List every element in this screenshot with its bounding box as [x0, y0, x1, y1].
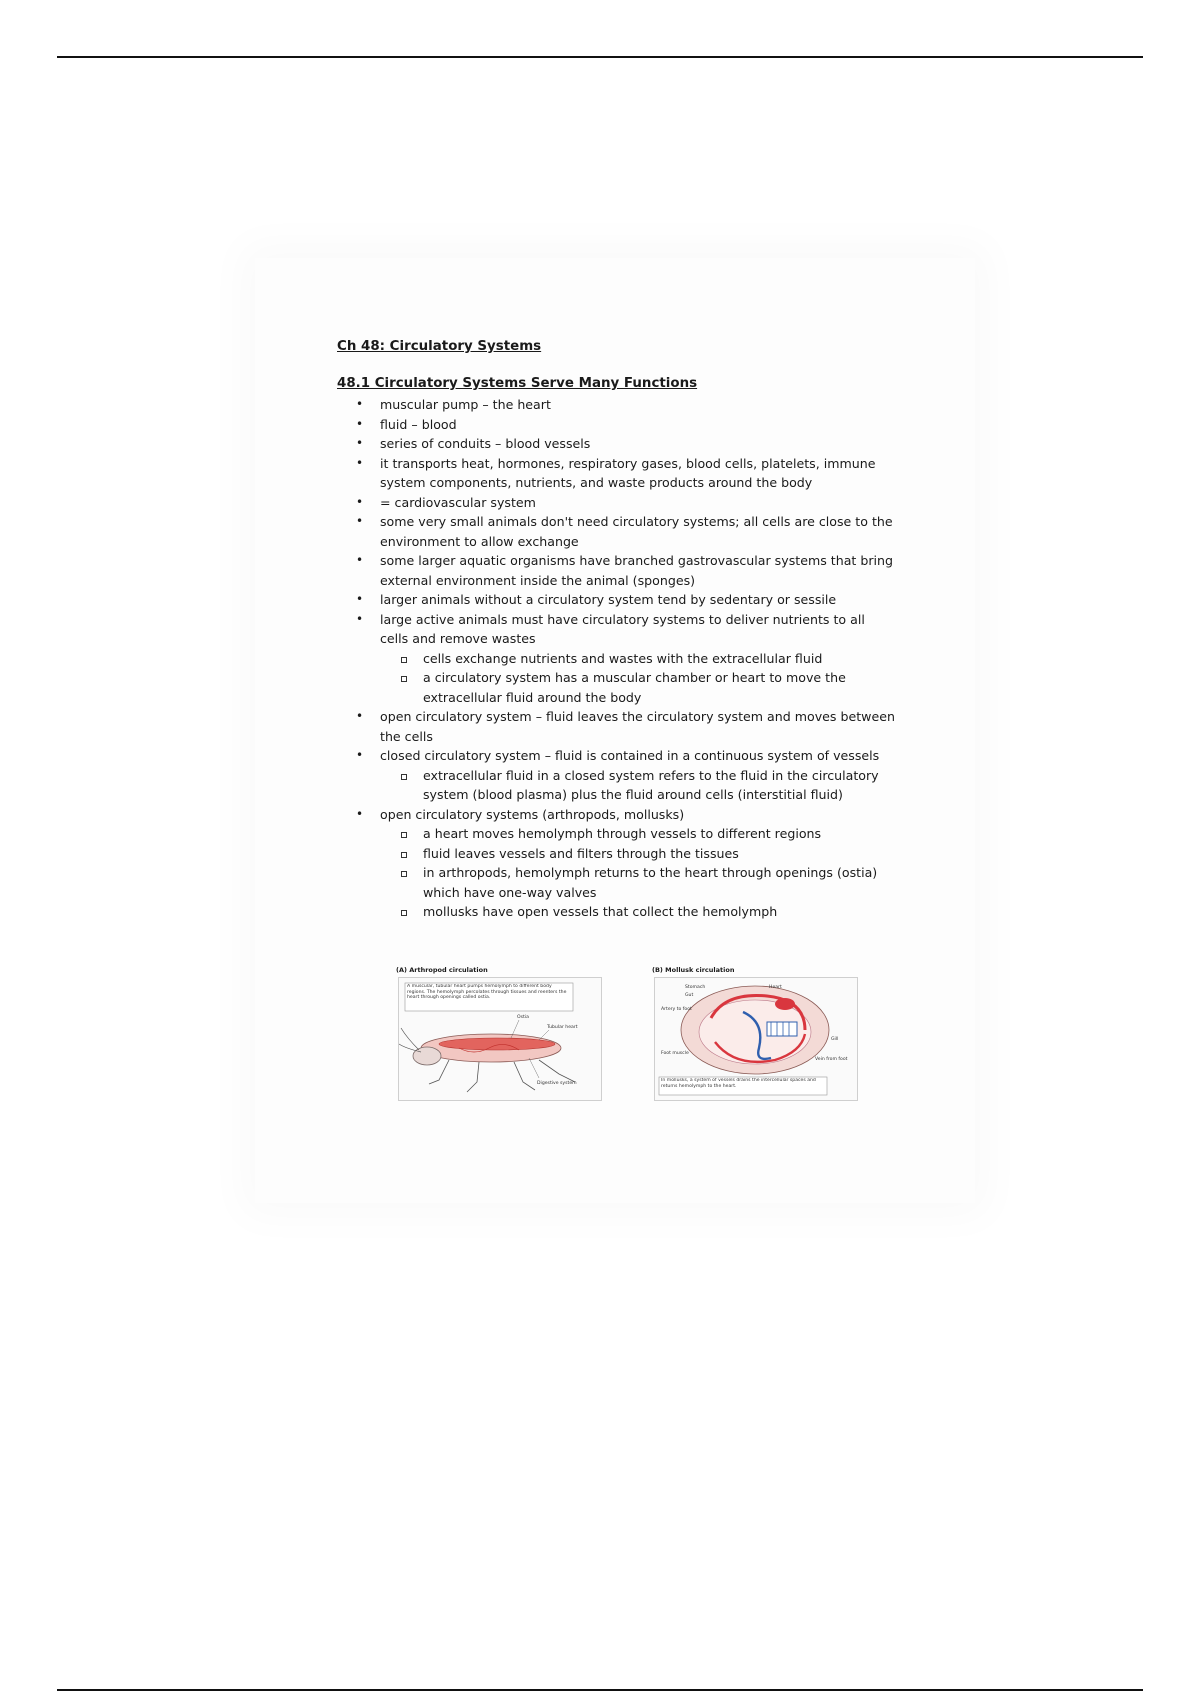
insect-head	[413, 1047, 441, 1065]
sub-bullet-list	[380, 649, 897, 708]
leg-2	[467, 1062, 479, 1092]
bullet-text: open circulatory system – fluid leaves the circulatory system and moves between the cells	[380, 709, 895, 744]
header-rule	[57, 56, 1143, 58]
sub-bullet-item: in arthropods, hemolymph returns to the heart through openings (ostia) which have one-way valves	[380, 863, 897, 902]
arthropod-figure	[394, 966, 601, 1100]
bullet-text: fluid – blood	[380, 416, 457, 432]
sub-bullet-item: a circulatory system has a muscular chamber or heart to move the extracellular fluid around the body	[380, 668, 897, 707]
label-foot-muscle: Foot muscle	[661, 1051, 689, 1056]
bullet-item	[337, 746, 897, 805]
label-artery-to-foot: Artery to foot	[661, 1007, 692, 1012]
gill	[767, 1022, 797, 1036]
bullet-item	[337, 415, 897, 435]
sub-bullet-list	[380, 766, 897, 805]
bullet-text: some larger aquatic organisms have branched gastrovascular systems that bring external environment inside the animal (sponges)	[380, 553, 893, 588]
bullet-item	[337, 610, 897, 708]
label-vein-from-foot: Vein from foot	[815, 1057, 848, 1062]
sub-bullet-list	[380, 824, 897, 922]
bullet-item	[337, 493, 897, 513]
mollusk-illustration	[655, 978, 857, 1100]
leg-4	[539, 1060, 575, 1082]
label-gill: Gill	[831, 1037, 839, 1042]
sub-bullet-item: cells exchange nutrients and wastes with the extracellular fluid	[380, 649, 897, 669]
label-digestive-system: Digestive system	[537, 1081, 577, 1086]
tubular-heart	[439, 1038, 555, 1050]
bullet-item	[337, 805, 897, 922]
sub-bullet-item: fluid leaves vessels and filters through the tissues	[380, 844, 897, 864]
bullet-text: large active animals must have circulatory systems to deliver nutrients to all cells and remove wastes	[380, 611, 865, 646]
mollusk-figure	[650, 966, 857, 1100]
document-content	[337, 338, 897, 922]
label-ostia: Ostia	[517, 1015, 529, 1020]
bullet-item	[337, 512, 897, 551]
mollusk-figure-title: (B) Mollusk circulation	[652, 966, 735, 974]
bullet-item	[337, 395, 897, 415]
arthropod-figure-title: (A) Arthropod circulation	[396, 966, 488, 974]
sub-bullet-item: a heart moves hemolymph through vessels to different regions	[380, 824, 897, 844]
sub-bullet-item: extracellular fluid in a closed system refers to the fluid in the circulatory system (blood plasma) plus the fluid around cells (interstitial fluid)	[380, 766, 897, 805]
label-stomach: Stomach	[685, 985, 706, 990]
antenna-2	[399, 1044, 421, 1052]
bullet-list	[337, 395, 897, 922]
bullet-text: series of conduits – blood vessels	[380, 436, 591, 451]
bullet-text: some very small animals don't need circulatory systems; all cells are close to the environment to allow exchange	[380, 514, 893, 549]
chapter-title: Ch 48: Circulatory Systems	[337, 339, 542, 354]
bullet-text: larger animals without a circulatory system tend by sedentary or sessile	[380, 592, 837, 607]
label-tubular-heart: Tubular heart	[547, 1025, 578, 1030]
label-heart: Heart	[769, 985, 782, 990]
bullet-text: it transports heat, hormones, respiratory gases, blood cells, platelets, immune system components, nutrients, and waste products around the body	[380, 455, 876, 490]
bullet-text: muscular pump – the heart	[380, 397, 551, 412]
sub-bullet-item: mollusks have open vessels that collect the hemolymph	[380, 902, 897, 922]
bullet-text: open circulatory systems (arthropods, mollusks)	[380, 806, 685, 822]
footer-rule	[57, 1689, 1143, 1691]
bullet-item	[337, 707, 897, 746]
label-gut: Gut	[685, 993, 694, 998]
heart-shape	[775, 998, 795, 1010]
bullet-item	[337, 454, 897, 493]
arthropod-caption: A muscular, tubular heart pumps hemolymph to different body regions. The hemolymph percolates through tissues and reenters the heart through openings called ostia.	[407, 984, 567, 1001]
bullet-text: = cardiovascular system	[380, 494, 536, 510]
section-heading: 48.1 Circulatory Systems Serve Many Functions	[337, 376, 698, 391]
bullet-item	[337, 434, 897, 454]
mollusk-figure-panel	[654, 977, 858, 1101]
mollusk-caption: In mollusks, a system of vessels drains the intercellular spaces and returns hemolymph to the heart.	[661, 1078, 816, 1089]
arthropod-illustration	[399, 978, 601, 1100]
bullet-item	[337, 551, 897, 590]
figure-row	[388, 966, 848, 1106]
bullet-item	[337, 590, 897, 610]
bullet-text: closed circulatory system – fluid is contained in a continuous system of vessels	[380, 748, 880, 763]
arthropod-figure-panel	[398, 977, 602, 1101]
leg-3	[514, 1062, 535, 1090]
